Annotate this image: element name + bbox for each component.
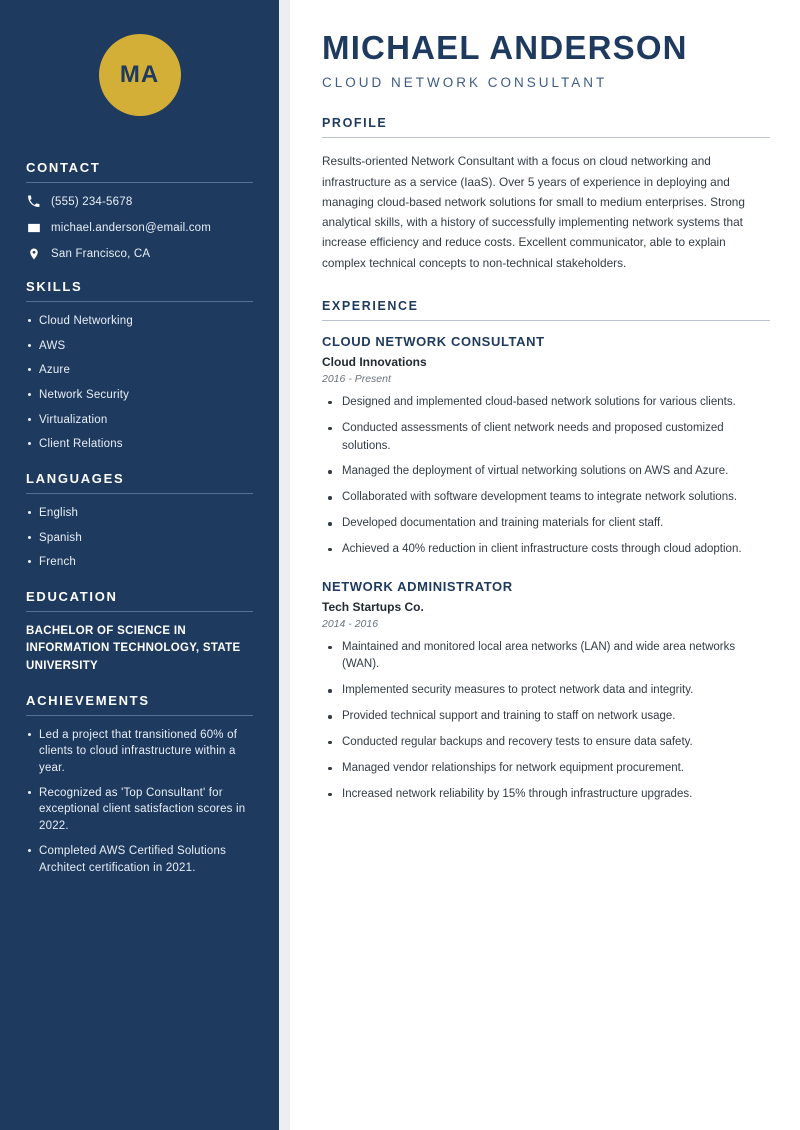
phone-icon [26, 194, 41, 209]
skills-list [26, 313, 253, 453]
education-heading: EDUCATION [26, 589, 253, 612]
experience-bullets [322, 394, 770, 559]
avatar: MA [99, 34, 181, 116]
list-item: Managed vendor relationships for network equipment procurement. [326, 760, 770, 778]
location-pin-icon [26, 246, 41, 261]
list-item: Maintained and monitored local area networks (LAN) and wide area networks (WAN). [326, 639, 770, 675]
contact-phone-row [26, 194, 253, 209]
job-role-subtitle: CLOUD NETWORK CONSULTANT [322, 75, 608, 91]
list-item: Developed documentation and training materials for client staff. [326, 515, 770, 533]
list-item: Azure [26, 362, 253, 379]
achievements-section [26, 693, 253, 876]
list-item: AWS [26, 338, 253, 355]
profile-text: Results-oriented Network Consultant with a focus on cloud networking and infrastructure as a service (IaaS). Over 5 years of experience in deploying and managing cloud-based network solutions for small to medium enterprises. Strong analytical skills, with a history of successfully implementing network systems that increase efficiency and reduce costs. Excellent communicator, able to explain complex technical concepts to non-technical stakeholders. [322, 154, 745, 270]
list-item: Conducted assessments of client network needs and proposed customized solutions. [326, 420, 770, 456]
experience-dates: 2016 - Present [322, 372, 391, 385]
languages-heading: LANGUAGES [26, 471, 253, 494]
experience-bullets [322, 639, 770, 804]
list-item: Recognized as 'Top Consultant' for exceptional client satisfaction scores in 2022. [26, 785, 253, 835]
list-item: Led a project that transitioned 60% of clients to cloud infrastructure within a year. [26, 727, 253, 777]
main-content [290, 0, 800, 1130]
contact-section [26, 160, 253, 261]
list-item: Client Relations [26, 436, 253, 453]
sidebar-divider [279, 0, 290, 1130]
contact-email-row [26, 220, 253, 235]
list-item: English [26, 505, 253, 522]
skills-section [26, 279, 253, 453]
list-item: Managed the deployment of virtual networking solutions on AWS and Azure. [326, 463, 770, 481]
list-item: Cloud Networking [26, 313, 253, 330]
profile-section [322, 116, 770, 273]
experience-company: Tech Startups Co. [322, 599, 424, 614]
list-item: Completed AWS Certified Solutions Architect certification in 2021. [26, 843, 253, 876]
list-item: Designed and implemented cloud-based network solutions for various clients. [326, 394, 770, 412]
list-item: Network Security [26, 387, 253, 404]
list-item: Increased network reliability by 15% through infrastructure upgrades. [326, 786, 770, 804]
page-title: MICHAEL ANDERSON [322, 29, 688, 66]
contact-phone-value: (555) 234-5678 [51, 195, 133, 208]
contact-location-value: San Francisco, CA [51, 247, 151, 260]
achievements-heading: ACHIEVEMENTS [26, 693, 253, 716]
avatar-wrap [26, 0, 253, 142]
list-item: Collaborated with software development teams to integrate network solutions. [326, 489, 770, 507]
languages-list [26, 505, 253, 571]
languages-section [26, 471, 253, 571]
experience-heading: EXPERIENCE [322, 299, 770, 321]
experience-dates: 2014 - 2016 [322, 617, 379, 630]
experience-title: NETWORK ADMINISTRATOR [322, 578, 513, 594]
list-item: Virtualization [26, 412, 253, 429]
experience-entry [322, 579, 770, 804]
list-item: Achieved a 40% reduction in client infrastructure costs through cloud adoption. [326, 541, 770, 559]
profile-heading: PROFILE [322, 116, 770, 138]
achievements-list [26, 727, 253, 876]
contact-email-value: michael.anderson@email.com [51, 221, 212, 234]
education-entry: BACHELOR OF SCIENCE IN INFORMATION TECHNOLOGY, STATE UNIVERSITY [26, 625, 241, 672]
experience-section [322, 299, 770, 803]
list-item: Provided technical support and training to staff on network usage. [326, 708, 770, 726]
contact-location-row [26, 246, 253, 261]
experience-entry [322, 334, 770, 559]
experience-title: CLOUD NETWORK CONSULTANT [322, 333, 545, 349]
list-item: Implemented security measures to protect network data and integrity. [326, 682, 770, 700]
list-item: Conducted regular backups and recovery tests to ensure data safety. [326, 734, 770, 752]
education-section [26, 589, 253, 675]
list-item: French [26, 554, 253, 571]
envelope-icon [26, 220, 41, 235]
experience-company: Cloud Innovations [322, 354, 427, 369]
contact-heading: CONTACT [26, 160, 253, 183]
skills-heading: SKILLS [26, 279, 253, 302]
sidebar [0, 0, 279, 1130]
list-item: Spanish [26, 530, 253, 547]
